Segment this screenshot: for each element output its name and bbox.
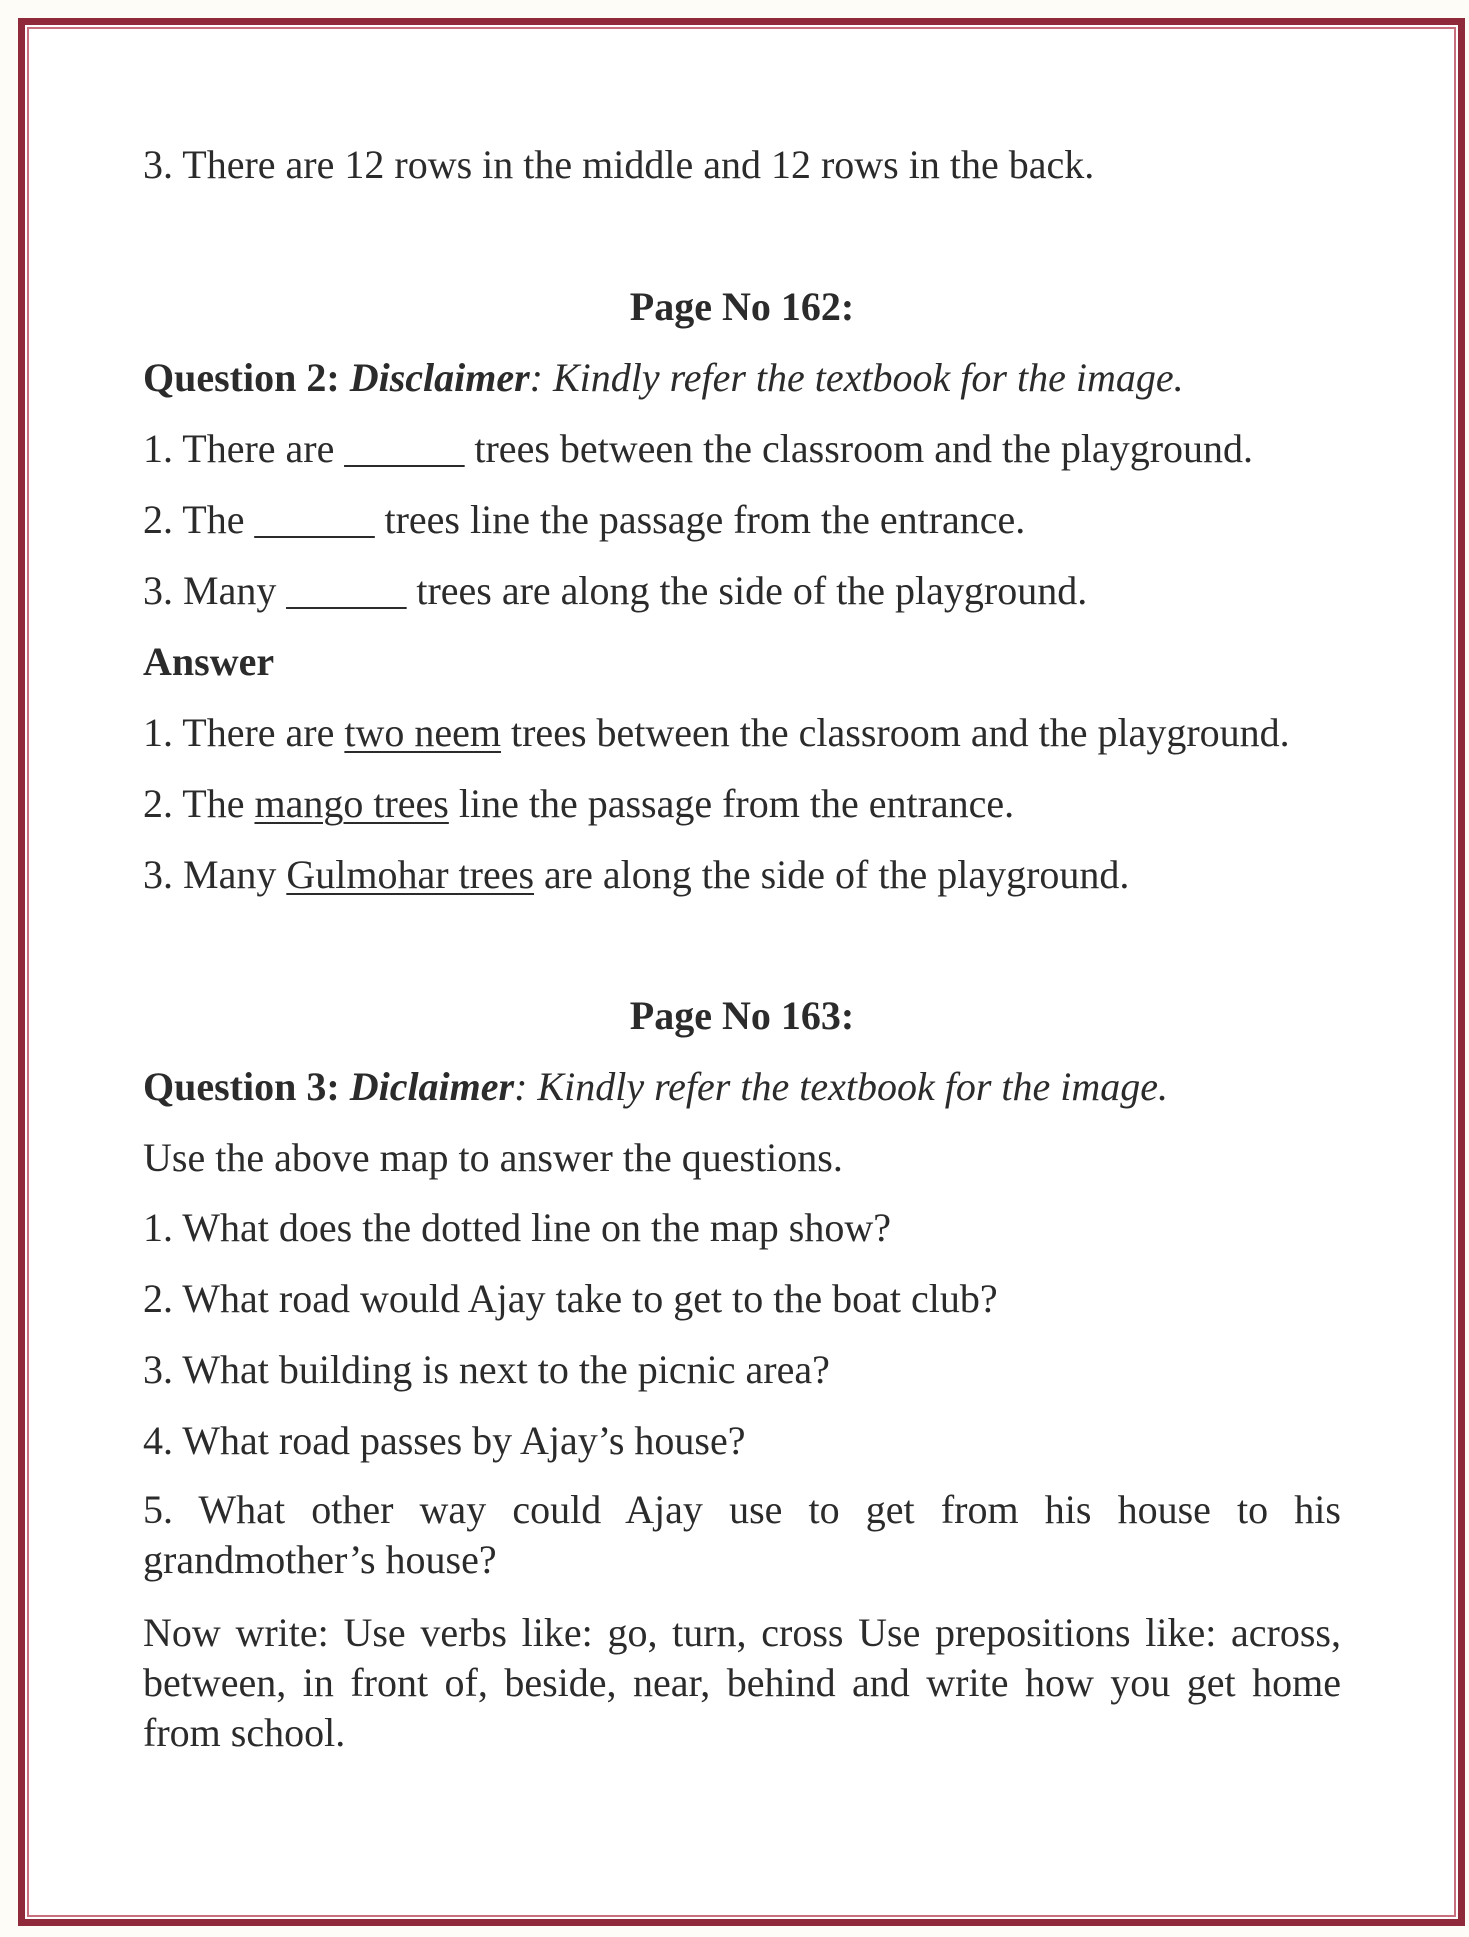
question-3-disclaimer-label: Diclaimer xyxy=(349,1064,515,1109)
page-162-heading: Page No 162: xyxy=(629,284,855,329)
answer-text: are along the side of the playground. xyxy=(534,852,1130,897)
question-2-disclaimer-text: : Kindly refer the textbook for the image. xyxy=(529,355,1184,400)
page-163-heading: Page No 163: xyxy=(629,993,855,1038)
answer-underlined: mango trees xyxy=(254,781,449,826)
question-3-intro: Use the above map to answer the questions. xyxy=(143,1135,843,1180)
answer-heading: Answer xyxy=(143,639,275,684)
question-2-label: Question 2: xyxy=(143,355,340,400)
fill-in-blank: ______ xyxy=(344,426,465,471)
question-2-item-3 xyxy=(143,566,1341,616)
answer-text: trees between the classroom and the playground. xyxy=(501,710,1290,755)
question-3-item-4: 4. What road passes by Ajay’s house? xyxy=(143,1418,746,1463)
answer-text: 1. There are xyxy=(143,710,345,755)
answer-item-2 xyxy=(143,779,1341,829)
question-2-item-2 xyxy=(143,495,1341,545)
question-3-disclaimer-text: : Kindly refer the textbook for the image. xyxy=(514,1064,1169,1109)
question-3-header xyxy=(143,1062,1341,1112)
question-2-header xyxy=(143,353,1341,403)
answer-underlined: Gulmohar trees xyxy=(286,852,535,897)
question-3-item-1: 1. What does the dotted line on the map show? xyxy=(143,1205,891,1250)
question-3-item-3: 3. What building is next to the picnic area? xyxy=(143,1347,830,1392)
question-3-label: Question 3: xyxy=(143,1064,340,1109)
item-text: 1. There are xyxy=(143,426,345,471)
question-2-item-1 xyxy=(143,424,1341,474)
answer-underlined: two neem xyxy=(344,710,501,755)
now-write-instruction: Now write: Use verbs like: go, turn, cross Use prepositions like: across, between, in front of, beside, near, behind and write how you get home from school. xyxy=(143,1610,1341,1755)
previous-answer-line-3: 3. There are 12 rows in the middle and 12 rows in the back. xyxy=(143,142,1095,187)
answer-text: 3. Many xyxy=(143,852,287,897)
question-3-item-5: 5. What other way could Ajay use to get from his house to his grandmother’s house? xyxy=(143,1487,1341,1582)
answer-item-1 xyxy=(143,708,1341,758)
item-text: trees line the passage from the entrance. xyxy=(374,497,1026,542)
fill-in-blank: ______ xyxy=(286,568,407,613)
item-text: 3. Many xyxy=(143,568,287,613)
question-3-item-2: 2. What road would Ajay take to get to the boat club? xyxy=(143,1276,998,1321)
fill-in-blank: ______ xyxy=(254,497,375,542)
answer-item-3 xyxy=(143,850,1341,900)
item-text: trees are along the side of the playground. xyxy=(406,568,1088,613)
item-text: 2. The xyxy=(143,497,255,542)
answer-text: 2. The xyxy=(143,781,255,826)
item-text: trees between the classroom and the playground. xyxy=(464,426,1254,471)
answer-text: line the passage from the entrance. xyxy=(448,781,1015,826)
question-2-disclaimer-label: Disclaimer xyxy=(349,355,530,400)
